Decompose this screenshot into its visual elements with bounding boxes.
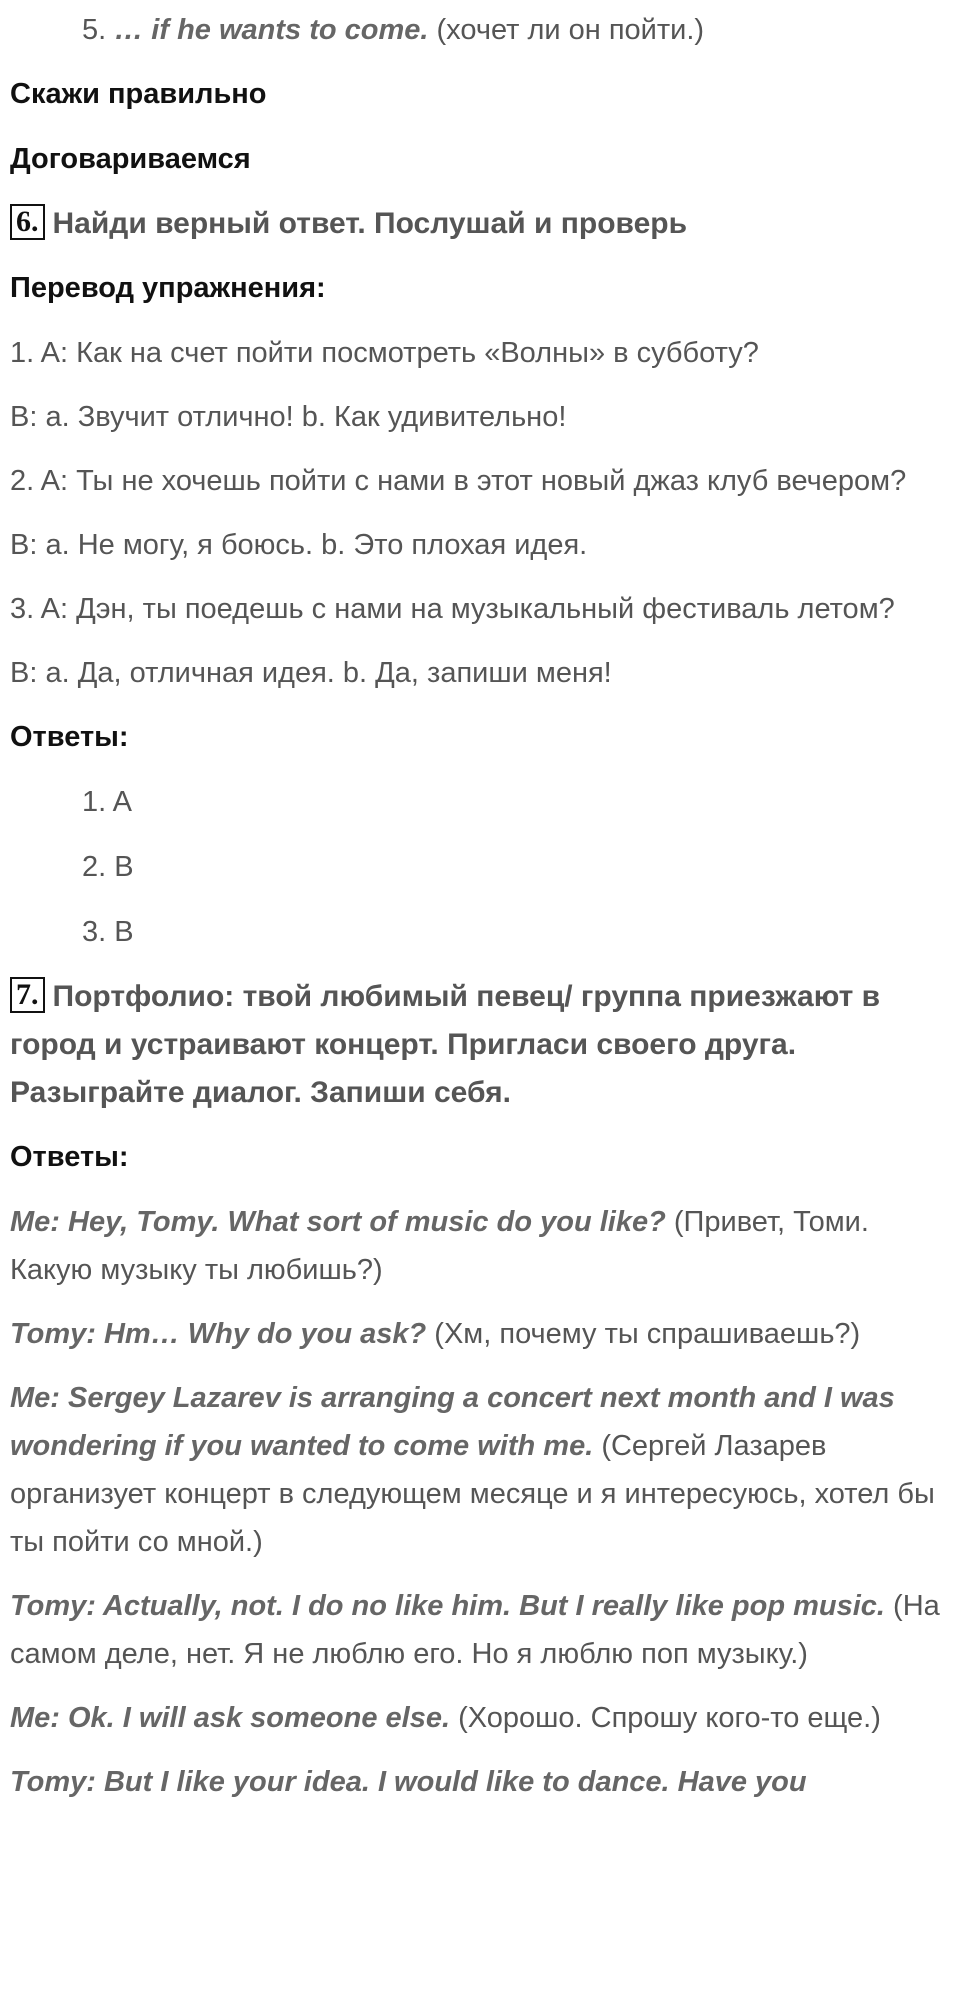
- task-number-box: 7.: [10, 977, 45, 1013]
- task-7: [10, 973, 948, 1133]
- list-item-5: [10, 0, 948, 70]
- english-line: Me: Sergey Lazarev is arranging a concert next month and I was wondering if you wanted to come with me.: [10, 1382, 895, 1462]
- heading-answers: Ответы:: [10, 721, 129, 753]
- answer-item: 3. B: [82, 916, 134, 948]
- task-6: [10, 200, 948, 264]
- heading-say-right: Скажи правильно: [10, 78, 267, 110]
- answer-item: 1. A: [82, 786, 132, 818]
- english-line: Tomy: Hm… Why do you ask?: [10, 1318, 427, 1350]
- dialogue-line: [10, 1198, 948, 1310]
- task-text: Найди верный ответ. Послушай и проверь: [52, 207, 688, 240]
- dialogue-line: [10, 1310, 948, 1374]
- answer-item: 2. B: [82, 851, 134, 883]
- item-number: 5.: [82, 14, 107, 46]
- translation-line: B: a. Не могу, я боюсь. b. Это плохая идея.: [10, 529, 588, 561]
- translation-line: B: a. Да, отличная идея. b. Да, запиши меня!: [10, 657, 612, 689]
- russian-translation: (Хорошо. Спрошу кого-то еще.): [450, 1702, 881, 1734]
- russian-translation: (Сергей Лазарев организует концерт в следующем месяце и я интересуюсь, хотел бы ты пойти со мной.): [10, 1430, 935, 1558]
- dialogue-line: [10, 1758, 948, 1822]
- dialogue-line: [10, 1582, 948, 1694]
- english-line: Me: Hey, Tomy. What sort of music do you like?: [10, 1206, 666, 1238]
- translation-line: 2. A: Ты не хочешь пойти с нами в этот новый джаз клуб вечером?: [10, 465, 907, 497]
- heading-agree: Договариваемся: [10, 143, 251, 175]
- russian-translation: (хочет ли он пойти.): [428, 14, 705, 46]
- russian-translation: (Привет, Томи. Какую музыку ты любишь?): [10, 1206, 869, 1286]
- english-line: Me: Ok. I will ask someone else.: [10, 1702, 451, 1734]
- dialogue-line: [10, 1694, 948, 1758]
- task-number-box: 6.: [10, 204, 45, 240]
- english-line: Tomy: But I like your idea. I would like to dance. Have you: [10, 1766, 807, 1798]
- russian-translation: (Хм, почему ты спрашиваешь?): [426, 1318, 861, 1350]
- task-text: Портфолио: твой любимый певец/ группа приезжают в город и устраивают концерт. Пригласи своего друга. Разыграйте диалог. Запиши себя.: [10, 980, 881, 1109]
- translation-line: B: a. Звучит отлично! b. Как удивительно!: [10, 401, 567, 433]
- translation-line: 3. A: Дэн, ты поедешь с нами на музыкальный фестиваль летом?: [10, 593, 895, 625]
- english-phrase: … if he wants to come.: [114, 14, 429, 46]
- heading-answers: Ответы:: [10, 1141, 129, 1173]
- english-line: Tomy: Actually, not. I do no like him. But I really like pop music.: [10, 1590, 885, 1622]
- russian-translation: (На самом деле, нет. Я не люблю его. Но я люблю поп музыку.): [10, 1590, 940, 1670]
- translation-line: 1. A: Как на счет пойти посмотреть «Волны» в субботу?: [10, 337, 759, 369]
- dialogue-line: [10, 1374, 948, 1582]
- heading-translation: Перевод упражнения:: [10, 272, 326, 304]
